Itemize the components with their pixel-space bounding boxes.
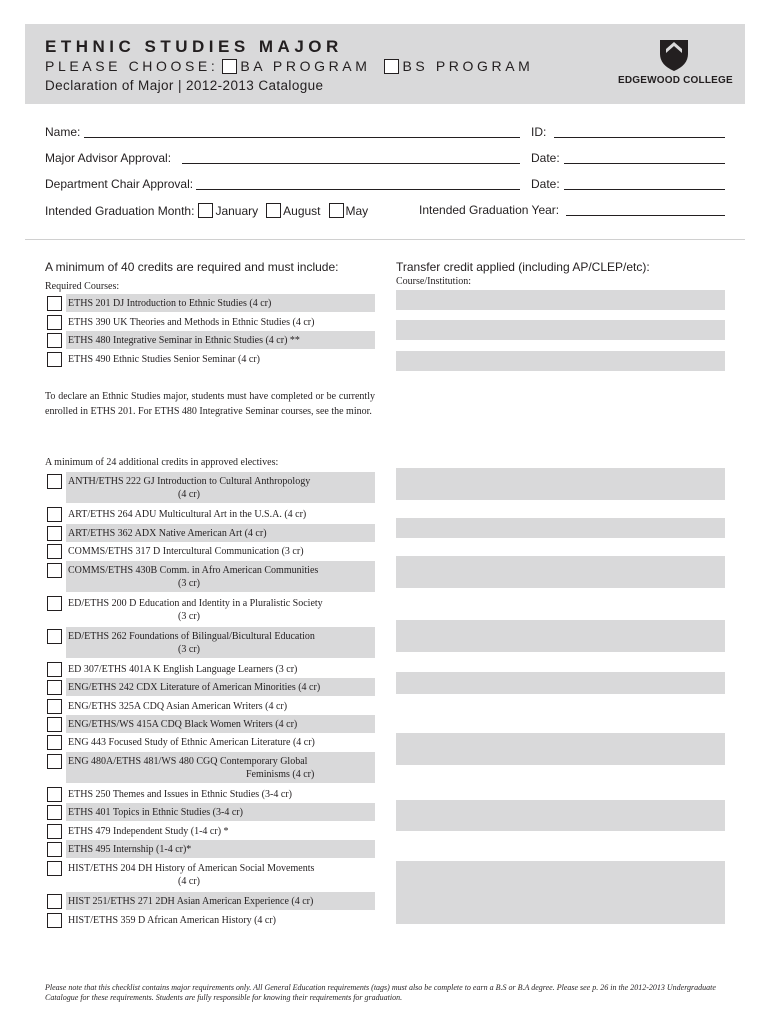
elective-course-row [47, 524, 375, 542]
transfer-credit-field[interactable] [396, 893, 725, 924]
course-label [68, 630, 371, 656]
ba-program-label: BA PROGRAM [240, 58, 371, 74]
electives-heading: A minimum of 24 additional credits in approved electives: [45, 457, 279, 468]
elective-course-row [47, 892, 375, 910]
chair-date-field[interactable] [564, 189, 725, 190]
please-choose-label: PLEASE CHOOSE: [45, 58, 219, 74]
course-checkbox[interactable] [47, 754, 62, 769]
course-line-1: ANTH/ETHS 222 GJ Introduction to Cultural Anthropology [68, 476, 311, 487]
advisor-label: Major Advisor Approval: [45, 151, 172, 165]
course-checkbox[interactable] [47, 507, 62, 522]
may-label: May [345, 203, 369, 218]
course-label [68, 788, 371, 801]
elective-course-row [47, 542, 375, 560]
chair-label: Department Chair Approval: [45, 177, 194, 191]
grad-month-label: Intended Graduation Month: [45, 203, 195, 218]
college-name: EDGEWOOD COLLEGE [618, 75, 733, 86]
course-line-1: COMMS/ETHS 317 D Intercultural Communication (3 cr) [68, 546, 304, 557]
divider [25, 239, 745, 240]
elective-course-row [47, 678, 375, 696]
course-label [68, 914, 371, 927]
bs-program-label: BS PROGRAM [402, 58, 534, 74]
advisor-field[interactable] [182, 163, 520, 164]
form-subtitle: Declaration of Major | 2012-2013 Catalogue [45, 78, 324, 93]
date-label: Date: [531, 151, 560, 165]
transfer-subheading: Course/Institution: [396, 276, 471, 287]
grad-year-label: Intended Graduation Year: [419, 203, 560, 217]
course-label: ETHS 390 UK Theories and Methods in Ethnic Studies (4 cr) [68, 317, 315, 328]
course-line-2: (4 cr) [178, 489, 200, 500]
elective-course-row [47, 840, 375, 858]
course-line-1: ENG/ETHS/WS 415A CDQ Black Women Writers (4 cr) [68, 719, 298, 730]
course-line-1: HIST/ETHS 359 D African American History (4 cr) [68, 915, 277, 926]
course-label [68, 663, 371, 676]
transfer-credit-field[interactable] [396, 861, 725, 894]
course-line-2: (3 cr) [178, 644, 200, 655]
elective-course-row [47, 594, 375, 625]
elective-course-row [47, 505, 375, 523]
august-label: August [283, 203, 321, 218]
transfer-heading: Transfer credit applied (including AP/CLEP/etc): [396, 260, 650, 274]
may-checkbox[interactable] [329, 203, 344, 218]
course-line-2: Feminisms (4 cr) [246, 769, 315, 780]
course-label [68, 862, 371, 888]
ba-program-checkbox[interactable] [222, 59, 237, 74]
course-checkbox[interactable] [47, 333, 62, 348]
course-checkbox[interactable] [47, 680, 62, 695]
elective-course-row [47, 822, 375, 840]
transfer-credit-field[interactable] [396, 800, 725, 831]
course-checkbox[interactable] [47, 474, 62, 489]
elective-course-row [47, 752, 375, 783]
required-course-row [47, 331, 375, 349]
course-line-1: HIST 251/ETHS 271 2DH Asian American Experience (4 cr) [68, 896, 314, 907]
course-checkbox[interactable] [47, 894, 62, 909]
required-subheading: Required Courses: [45, 281, 120, 292]
college-logo [618, 38, 733, 86]
course-checkbox[interactable] [47, 544, 62, 559]
course-line-1: ED/ETHS 262 Foundations of Bilingual/Bicultural Education [68, 631, 315, 642]
course-label [68, 825, 371, 838]
course-line-2: (3 cr) [178, 578, 200, 589]
course-label [68, 597, 371, 623]
elective-course-row [47, 859, 375, 890]
course-checkbox[interactable] [47, 805, 62, 820]
transfer-credit-field[interactable] [396, 556, 725, 588]
id-label: ID: [531, 125, 547, 139]
required-course-row [47, 350, 375, 368]
course-checkbox[interactable] [47, 596, 62, 611]
transfer-credit-field[interactable] [396, 518, 725, 538]
course-line-1: ETHS 401 Topics in Ethnic Studies (3-4 cr) [68, 807, 243, 818]
footer-note: Please note that this checklist contains major requirements only. All General Education requirements (tags) must also be complete to earn a B.S or B.A degree. Please see p. 26 in the 2012-2013 Undergraduate Catalogue for these requirements. Students are fully responsible for knowing their requirements for graduation. [45, 983, 716, 1002]
course-checkbox[interactable] [47, 699, 62, 714]
course-line-1: ETHS 479 Independent Study (1-4 cr) * [68, 826, 229, 837]
transfer-credit-field[interactable] [396, 351, 725, 371]
transfer-credit-field[interactable] [396, 733, 725, 765]
course-checkbox[interactable] [47, 526, 62, 541]
course-line-1: COMMS/ETHS 430B Comm. in Afro American Communities [68, 565, 319, 576]
grad-year-field[interactable] [566, 215, 725, 216]
elective-course-row [47, 697, 375, 715]
course-checkbox[interactable] [47, 861, 62, 876]
date-label: Date: [531, 177, 560, 191]
transfer-credit-field[interactable] [396, 468, 725, 500]
elective-course-row [47, 785, 375, 803]
transfer-credit-field[interactable] [396, 620, 725, 652]
course-label [68, 681, 371, 694]
declare-note: To declare an Ethnic Studies major, students must have completed or be currently enrolled in ETHS 201. For ETHS 480 Integrative Seminar courses, see the minor. [45, 391, 375, 417]
course-label [68, 843, 371, 856]
elective-course-row [47, 561, 375, 592]
bs-program-checkbox[interactable] [384, 59, 399, 74]
january-label: January [215, 203, 259, 218]
course-line-1: ED 307/ETHS 401A K English Language Learners (3 cr) [68, 664, 298, 675]
course-label [68, 700, 371, 713]
course-checkbox[interactable] [47, 315, 62, 330]
header-banner [25, 24, 745, 104]
course-line-1: ED/ETHS 200 D Education and Identity in a Pluralistic Society [68, 598, 323, 609]
course-line-1: ETHS 250 Themes and Issues in Ethnic Studies (3-4 cr) [68, 789, 292, 800]
required-course-row [47, 294, 375, 312]
january-checkbox[interactable] [198, 203, 213, 218]
course-checkbox[interactable] [47, 913, 62, 928]
course-line-1: ETHS 495 Internship (1-4 cr)* [68, 844, 192, 855]
course-checkbox[interactable] [47, 352, 62, 367]
course-line-1: ART/ETHS 362 ADX Native American Art (4 cr) [68, 528, 267, 539]
august-checkbox[interactable] [266, 203, 281, 218]
course-checkbox[interactable] [47, 296, 62, 311]
graduation-month [45, 203, 368, 218]
id-field[interactable] [554, 137, 725, 138]
course-checkbox[interactable] [47, 563, 62, 578]
course-line-2: (3 cr) [178, 611, 200, 622]
transfer-credit-field[interactable] [396, 672, 725, 694]
course-line-1: ENG/ETHS 325A CDQ Asian American Writers (4 cr) [68, 701, 288, 712]
course-label [68, 527, 371, 540]
course-label [68, 564, 371, 590]
shield-logo-icon [657, 38, 691, 72]
course-label [68, 895, 371, 908]
course-checkbox[interactable] [47, 717, 62, 732]
course-label [68, 806, 371, 819]
course-label: ETHS 480 Integrative Seminar in Ethnic Studies (4 cr) ** [68, 335, 300, 346]
elective-course-row [47, 911, 375, 929]
course-checkbox[interactable] [47, 662, 62, 677]
course-line-2: (4 cr) [178, 876, 200, 887]
course-line-1: ENG 443 Focused Study of Ethnic American Literature (4 cr) [68, 737, 315, 748]
course-label: ETHS 490 Ethnic Studies Senior Seminar (4 cr) [68, 354, 260, 365]
elective-course-row [47, 627, 375, 658]
course-label [68, 718, 371, 731]
required-heading: A minimum of 40 credits are required and must include: [45, 260, 339, 274]
chair-field[interactable] [196, 189, 520, 190]
course-checkbox[interactable] [47, 787, 62, 802]
name-field[interactable] [84, 137, 520, 138]
course-label [68, 475, 371, 501]
required-course-row [47, 313, 375, 331]
elective-course-row [47, 660, 375, 678]
course-label [68, 545, 371, 558]
course-line-1: ART/ETHS 264 ADU Multicultural Art in the U.S.A. (4 cr) [68, 509, 307, 520]
transfer-credit-field[interactable] [396, 320, 725, 340]
elective-course-row [47, 472, 375, 503]
course-label [68, 736, 371, 749]
course-line-1: ENG/ETHS 242 CDX Literature of American Minorities (4 cr) [68, 682, 321, 693]
name-label: Name: [45, 125, 81, 139]
course-checkbox[interactable] [47, 629, 62, 644]
course-checkbox[interactable] [47, 824, 62, 839]
course-line-1: ENG 480A/ETHS 481/WS 480 CGQ Contemporary Global [68, 756, 308, 767]
elective-course-row [47, 715, 375, 733]
elective-course-row [47, 733, 375, 751]
course-line-1: HIST/ETHS 204 DH History of American Social Movements [68, 863, 315, 874]
elective-course-row [47, 803, 375, 821]
course-checkbox[interactable] [47, 735, 62, 750]
form-title: ETHNIC STUDIES MAJOR [45, 37, 343, 56]
course-label: ETHS 201 DJ Introduction to Ethnic Studies (4 cr) [68, 298, 272, 309]
course-checkbox[interactable] [47, 842, 62, 857]
transfer-credit-field[interactable] [396, 290, 725, 310]
program-choice [45, 58, 533, 74]
course-label [68, 755, 371, 781]
advisor-date-field[interactable] [564, 163, 725, 164]
course-label [68, 508, 371, 521]
